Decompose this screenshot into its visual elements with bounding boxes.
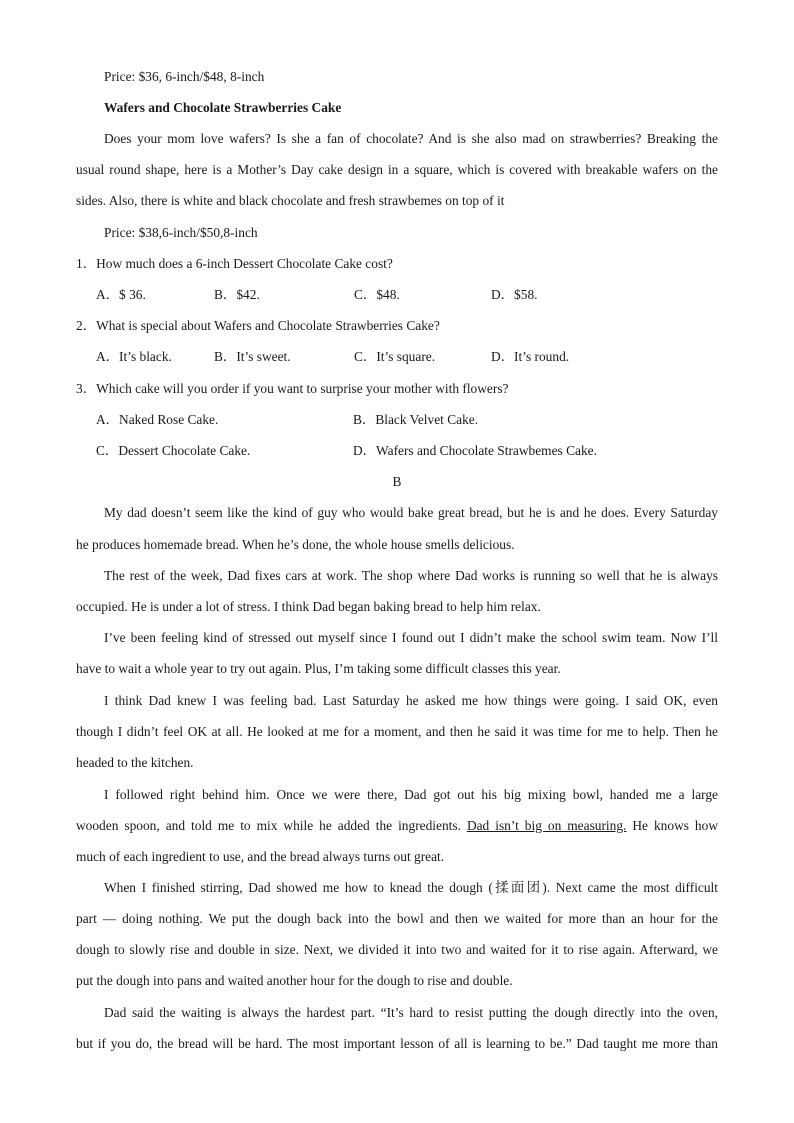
paragraph-line: Does your mom love wafers? Is she a fan of chocolate? And is she also mad on strawberries? Breaking the	[104, 131, 718, 146]
question-stem: 1．How much does a 6-inch Dessert Chocolate Cake cost?	[76, 256, 393, 271]
option-c: C．It’s square.	[354, 349, 436, 364]
option-c: C．Dessert Chocolate Cake.	[96, 443, 251, 458]
paragraph-line: dough to slowly rise and double in size. Next, we divided it into two and waited for it to rise again. Afterward, we	[76, 942, 718, 957]
price-line: Price: $38,6-inch/$50,8-inch	[104, 225, 258, 240]
paragraph-line: much of each ingredient to use, and the bread always turns out great.	[76, 849, 445, 864]
option-a: A．$ 36.	[96, 287, 146, 302]
paragraph-line: he produces homemade bread. When he’s done, the whole house smells delicious.	[76, 537, 515, 552]
paragraph-line: usual round shape, here is a Mother’s Day cake design in a square, which is covered with breakable wafers on the	[76, 162, 718, 177]
option-b: B．$42.	[214, 287, 260, 302]
cake-title: Wafers and Chocolate Strawberries Cake	[104, 100, 342, 115]
paragraph-line: have to wait a whole year to try out again. Plus, I’m taking some difficult classes this year.	[76, 661, 561, 676]
paragraph-line: The rest of the week, Dad fixes cars at work. The shop where Dad works is running so well that he is always	[104, 568, 718, 583]
section-heading: B	[392, 474, 402, 489]
option-a: A．Naked Rose Cake.	[96, 412, 219, 427]
paragraph-line: though I didn’t feel OK at all. He looked at me for a moment, and then he said it was time for me to help. Then he	[76, 724, 718, 739]
text-span: wooden spoon, and told me to mix while he added the ingredients.	[76, 818, 467, 833]
option-b: B．Black Velvet Cake.	[353, 412, 479, 427]
question-stem: 3．Which cake will you order if you want to surprise your mother with flowers?	[76, 381, 509, 396]
option-a: A．It’s black.	[96, 349, 172, 364]
paragraph-line: but if you do, the bread will be hard. The most important lesson of all is learning to be.” Dad taught me more than	[76, 1036, 718, 1051]
price-line: Price: $36, 6-inch/$48, 8-inch	[104, 69, 265, 84]
paragraph-line: My dad doesn’t seem like the kind of guy who would bake great bread, but he is and he does. Every Saturday	[104, 505, 718, 520]
option-b: B．It’s sweet.	[214, 349, 291, 364]
paragraph-line: occupied. He is under a lot of stress. I think Dad began baking bread to help him relax.	[76, 599, 541, 614]
option-d: D．$58.	[491, 287, 538, 302]
paragraph-line: put the dough into pans and waited another hour for the dough to rise and double.	[76, 973, 513, 988]
underlined-phrase: Dad isn’t big on measuring.	[466, 818, 627, 833]
paragraph-line: headed to the kitchen.	[76, 755, 194, 770]
option-d: D．It’s round.	[491, 349, 570, 364]
paragraph-line: part — doing nothing. We put the dough back into the bowl and then we waited for more than an hour for the	[76, 911, 718, 926]
option-d: D．Wafers and Chocolate Strawbemes Cake.	[353, 443, 597, 458]
paragraph-line	[76, 818, 718, 834]
question-stem: 2．What is special about Wafers and Chocolate Strawberries Cake?	[76, 318, 440, 333]
paragraph-line: I think Dad knew I was feeling bad. Last Saturday he asked me how things were going. I said OK, even	[104, 693, 718, 708]
paragraph-line: sides. Also, there is white and black chocolate and fresh strawbemes on top of it	[76, 193, 505, 208]
paragraph-line: When I finished stirring, Dad showed me how to knead the dough (揉面团). Next came the most difficult	[104, 880, 718, 895]
paragraph-line: Dad said the waiting is always the hardest part. “It’s hard to resist putting the dough directly into the oven,	[104, 1005, 718, 1020]
text-span: He knows how	[626, 818, 718, 833]
option-c: C．$48.	[354, 287, 400, 302]
paragraph-line: I followed right behind him. Once we were there, Dad got out his big mixing bowl, handed me a large	[104, 787, 718, 802]
paragraph-line: I’ve been feeling kind of stressed out myself since I found out I didn’t make the school swim team. Now I’ll	[104, 630, 718, 645]
